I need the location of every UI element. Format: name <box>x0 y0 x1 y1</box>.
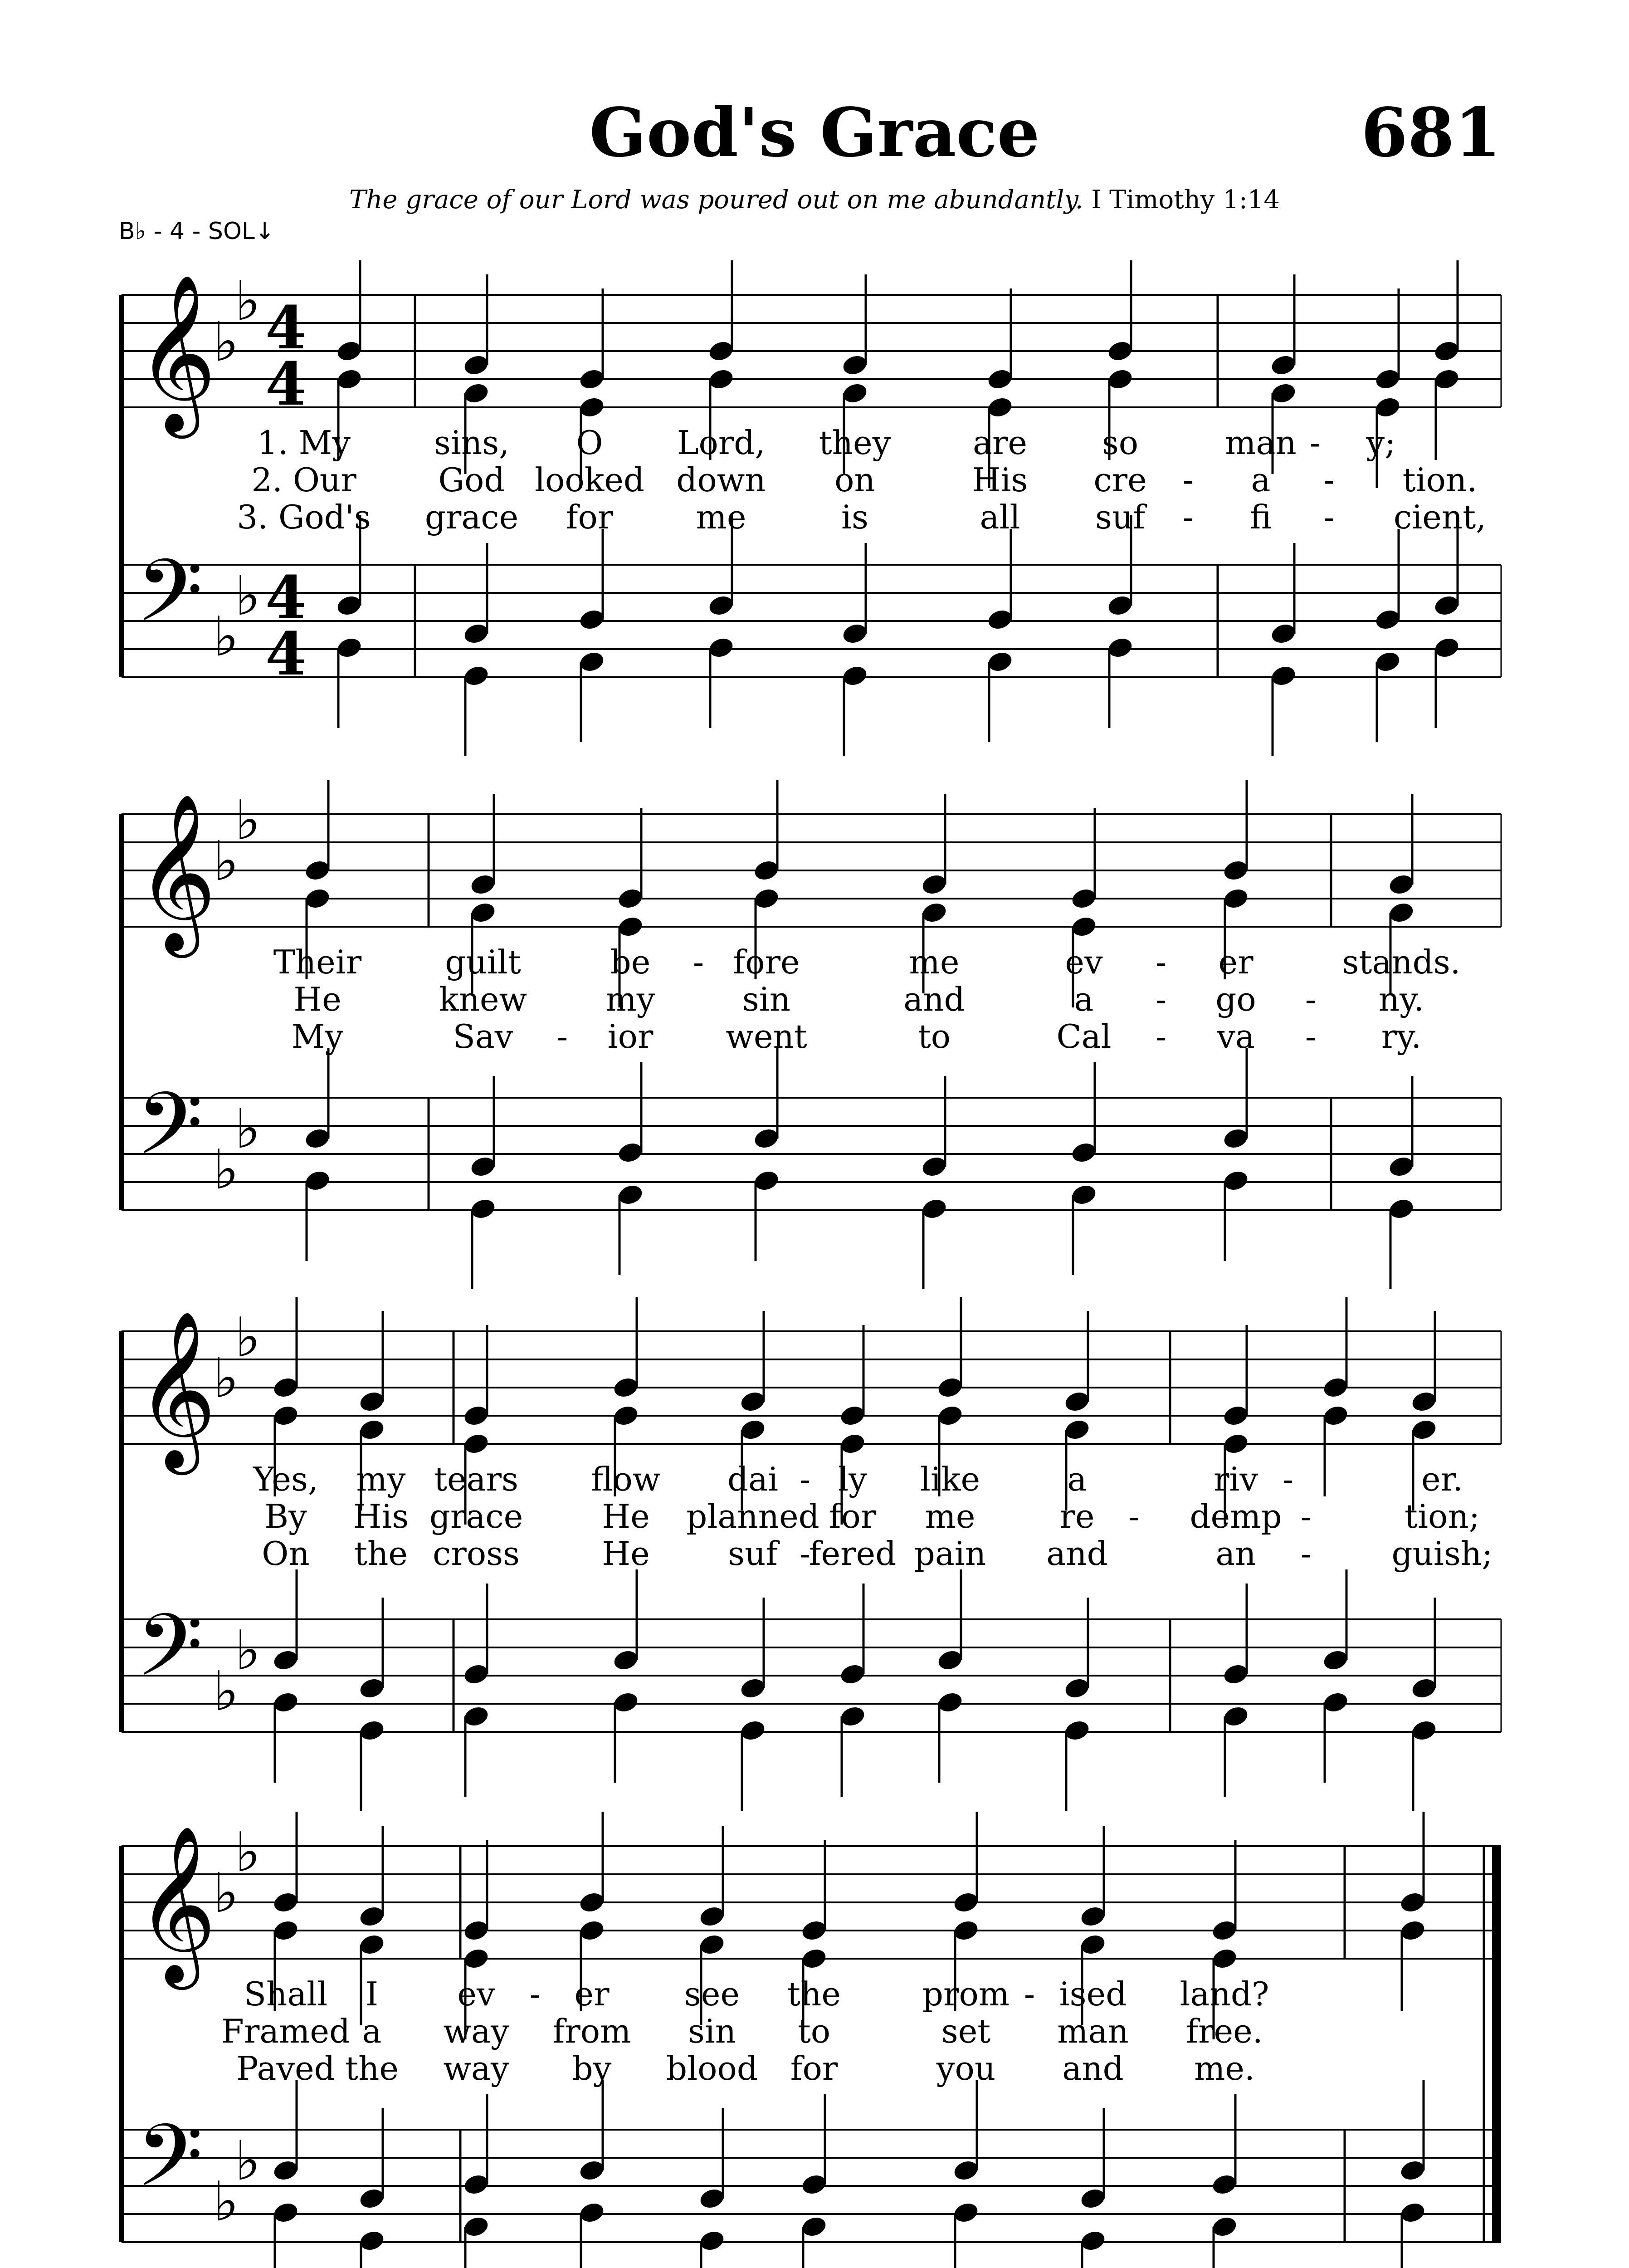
bass-clef-icon: 𝄢 <box>136 1596 203 1717</box>
bass-time-signature-bottom: 4 <box>265 619 307 689</box>
lyric-syllable: the <box>354 1535 408 1573</box>
lyric-syllable: ry. <box>1381 1017 1422 1056</box>
system-bracket <box>119 1331 124 1732</box>
lyric-syllable: suf <box>1095 498 1145 536</box>
lyric-syllable: ny. <box>1378 980 1424 1018</box>
lyric-syllable: cross <box>433 1535 520 1573</box>
lyric-syllable: for <box>829 1497 877 1535</box>
lyric-syllable: cre <box>1093 461 1147 499</box>
lyric-syllable: tion; <box>1405 1497 1480 1535</box>
lyric-syllable: - <box>1182 461 1194 499</box>
lyric-syllable: are <box>973 424 1027 462</box>
lyric-syllable: grace <box>424 498 519 536</box>
lyric-syllable: down <box>676 461 766 499</box>
lyric-syllable: fered <box>809 1535 897 1573</box>
lyric-syllable: and <box>1062 2049 1124 2087</box>
lyric-syllable: go <box>1215 980 1256 1018</box>
lyric-syllable: suf <box>728 1535 778 1573</box>
lyric-syllable: sin <box>688 2012 736 2050</box>
lyric-syllable: Paved <box>236 2049 335 2087</box>
lyric-syllable: all <box>980 498 1020 536</box>
lyric-syllable: to <box>917 1017 951 1056</box>
flat-icon: ♭ <box>235 270 261 333</box>
lyric-syllable: - <box>1309 424 1321 462</box>
lyric-syllable: to <box>797 2012 831 2050</box>
flat-icon: ♭ <box>235 565 261 628</box>
lyric-syllable: ly <box>838 1460 867 1498</box>
lyric-syllable: - <box>1305 1017 1317 1056</box>
lyric-syllable: Lord, <box>677 424 766 462</box>
lyric-syllable: ev <box>457 1975 495 2013</box>
lyric-syllable: by <box>572 2049 612 2087</box>
flat-icon: ♭ <box>213 1347 239 1410</box>
lyric-syllable: they <box>819 424 891 462</box>
lyric-syllable: man <box>1225 424 1297 462</box>
lyric-syllable: the <box>345 2049 399 2087</box>
lyric-syllable: blood <box>666 2049 758 2087</box>
lyric-syllable: on <box>834 461 875 499</box>
treble-clef-icon: 𝄞 <box>136 273 217 431</box>
hymn-number: 681 <box>1361 93 1501 172</box>
lyric-syllable: - <box>1155 980 1167 1018</box>
bass-clef-icon: 𝄢 <box>136 1074 203 1195</box>
bass-clef-icon: 𝄢 <box>136 2106 203 2227</box>
lyric-syllable: an <box>1215 1535 1256 1573</box>
treble-time-signature-top: 4 <box>265 293 307 362</box>
lyric-syllable: guish; <box>1391 1535 1493 1573</box>
treble-clef-icon: 𝄞 <box>136 1824 217 1983</box>
lyric-syllable: - <box>1155 943 1167 981</box>
treble-clef-icon: 𝄞 <box>136 1310 217 1468</box>
scripture-quote: The grace of our Lord was poured out on me abundantly. <box>349 185 1083 215</box>
lyric-syllable: for <box>566 498 614 536</box>
lyric-syllable: He <box>602 1535 650 1573</box>
lyric-syllable: fore <box>733 943 800 981</box>
system-bracket <box>119 295 124 677</box>
lyric-syllable: - <box>529 1975 541 2013</box>
lyric-syllable: me <box>925 1497 975 1535</box>
lyric-syllable: - <box>1300 1497 1312 1535</box>
lyric-syllable: like <box>920 1460 980 1498</box>
lyric-syllable: - <box>1024 1975 1035 2013</box>
lyric-syllable: O <box>576 424 603 462</box>
flat-icon: ♭ <box>235 1619 261 1682</box>
system-bracket <box>119 814 124 1210</box>
lyric-syllable: grace <box>429 1497 523 1535</box>
flat-icon: ♭ <box>213 311 239 374</box>
lyric-syllable: and <box>1046 1535 1108 1573</box>
lyric-syllable: and <box>903 980 965 1018</box>
system-bracket <box>119 1846 124 2242</box>
final-thick-barline <box>1492 1846 1501 2242</box>
lyric-syllable: cient, <box>1393 498 1487 536</box>
lyric-syllable: sin <box>742 980 791 1018</box>
lyric-syllable: He <box>293 980 341 1018</box>
flat-icon: ♭ <box>235 1306 261 1369</box>
flat-icon: ♭ <box>213 830 239 893</box>
lyric-syllable: from <box>552 2012 631 2050</box>
lyric-syllable: Yes, <box>253 1460 318 1498</box>
lyric-syllable: By <box>264 1497 307 1535</box>
lyric-syllable: Sav <box>453 1017 513 1056</box>
lyric-syllable: stands. <box>1342 943 1461 981</box>
lyric-syllable: er. <box>1421 1460 1463 1498</box>
lyric-syllable: a <box>1251 461 1271 499</box>
lyric-syllable: a <box>1067 1460 1087 1498</box>
lyric-syllable: On <box>262 1535 310 1573</box>
bass-clef-icon: 𝄢 <box>136 541 203 662</box>
lyric-syllable: He <box>602 1497 650 1535</box>
flat-icon: ♭ <box>213 606 239 669</box>
lyric-syllable: dai <box>727 1460 779 1498</box>
lyric-syllable: me <box>909 943 960 981</box>
lyric-syllable: man <box>1057 2012 1129 2050</box>
lyric-syllable: way <box>443 2049 509 2087</box>
lyric-syllable: my <box>356 1460 406 1498</box>
lyric-syllable: Framed <box>221 2012 351 2050</box>
lyric-syllable: 1. My <box>257 424 351 462</box>
flat-icon: ♭ <box>235 2130 261 2193</box>
lyric-syllable: Their <box>273 943 362 981</box>
lyric-syllable: my <box>605 980 655 1018</box>
lyric-syllable: be <box>610 943 651 981</box>
flat-icon: ♭ <box>235 789 261 852</box>
lyric-syllable: set <box>941 2012 991 2050</box>
lyric-syllable: re <box>1059 1497 1095 1535</box>
bass-time-signature-top: 4 <box>265 563 307 632</box>
lyric-syllable: guilt <box>445 943 521 981</box>
lyric-syllable: land? <box>1180 1975 1269 2013</box>
lyric-syllable: - <box>1128 1497 1140 1535</box>
lyric-syllable: - <box>1182 498 1194 536</box>
flat-icon: ♭ <box>213 2170 239 2234</box>
lyric-syllable: va <box>1217 1017 1255 1056</box>
key-indicator: B♭ - 4 - SOL↓ <box>119 218 275 245</box>
lyric-syllable: pain <box>914 1535 986 1573</box>
scripture-reference: I Timothy 1:14 <box>1091 185 1280 215</box>
lyric-syllable: er <box>574 1975 610 2013</box>
lyric-syllable: - <box>693 943 704 981</box>
lyric-syllable: ised <box>1059 1975 1127 2013</box>
treble-clef-icon: 𝄞 <box>136 792 217 951</box>
lyric-syllable: for <box>790 2049 838 2087</box>
lyric-syllable: looked <box>534 461 645 499</box>
lyric-syllable: fi <box>1249 498 1272 536</box>
lyric-syllable: Cal <box>1056 1017 1112 1056</box>
lyric-syllable: - <box>1323 461 1335 499</box>
lyric-syllable: sins, <box>434 424 510 462</box>
lyric-syllable: - <box>1300 1535 1312 1573</box>
flat-icon: ♭ <box>213 1139 239 1202</box>
lyric-syllable: is <box>841 498 868 536</box>
lyric-syllable: me <box>696 498 746 536</box>
lyric-syllable: - <box>799 1535 811 1573</box>
flat-icon: ♭ <box>213 1862 239 1925</box>
lyric-syllable: God <box>438 461 505 499</box>
lyric-syllable: tion. <box>1402 461 1478 499</box>
lyric-syllable: riv <box>1213 1460 1258 1498</box>
lyric-syllable: so <box>1102 424 1139 462</box>
lyric-syllable: a <box>1074 980 1094 1018</box>
lyric-syllable: see <box>684 1975 740 2013</box>
lyric-syllable: ev <box>1065 943 1103 981</box>
lyric-syllable: 2. Our <box>251 461 356 499</box>
lyric-syllable: - <box>1155 1017 1167 1056</box>
lyric-syllable: Shall <box>244 1975 328 2013</box>
lyric-syllable: - <box>1282 1460 1294 1498</box>
lyric-syllable: went <box>726 1017 807 1056</box>
lyric-syllable: ior <box>607 1017 654 1056</box>
treble-time-signature-bottom: 4 <box>265 349 307 419</box>
lyric-syllable: - <box>799 1460 811 1498</box>
lyric-syllable: I <box>365 1975 379 2013</box>
hymn-title: God's Grace <box>589 93 1040 172</box>
lyric-syllable: flow <box>591 1460 661 1498</box>
lyric-syllable: you <box>936 2049 996 2087</box>
lyric-syllable: planned <box>686 1497 819 1535</box>
lyric-syllable: way <box>443 2012 509 2050</box>
lyric-syllable: prom <box>922 1975 1010 2013</box>
lyric-syllable: knew <box>439 980 527 1018</box>
lyric-syllable: His <box>353 1497 409 1535</box>
lyric-syllable: - <box>1323 498 1335 536</box>
lyric-syllable: - <box>1305 980 1317 1018</box>
lyric-syllable: the <box>787 1975 841 2013</box>
flat-icon: ♭ <box>213 1660 239 1723</box>
lyric-syllable: demp <box>1190 1497 1282 1535</box>
lyric-syllable: 3. God's <box>237 498 371 536</box>
lyric-syllable: tears <box>434 1460 518 1498</box>
lyric-syllable: me. <box>1194 2049 1255 2087</box>
flat-icon: ♭ <box>235 1821 261 1884</box>
lyric-syllable: er <box>1218 943 1253 981</box>
lyric-syllable: - <box>556 1017 568 1056</box>
lyric-syllable: His <box>972 461 1028 499</box>
flat-icon: ♭ <box>235 1098 261 1161</box>
lyric-syllable: y; <box>1366 424 1396 462</box>
lyric-syllable: a <box>362 2012 382 2050</box>
lyric-syllable: free. <box>1186 2012 1263 2050</box>
lyric-syllable: My <box>291 1017 344 1056</box>
